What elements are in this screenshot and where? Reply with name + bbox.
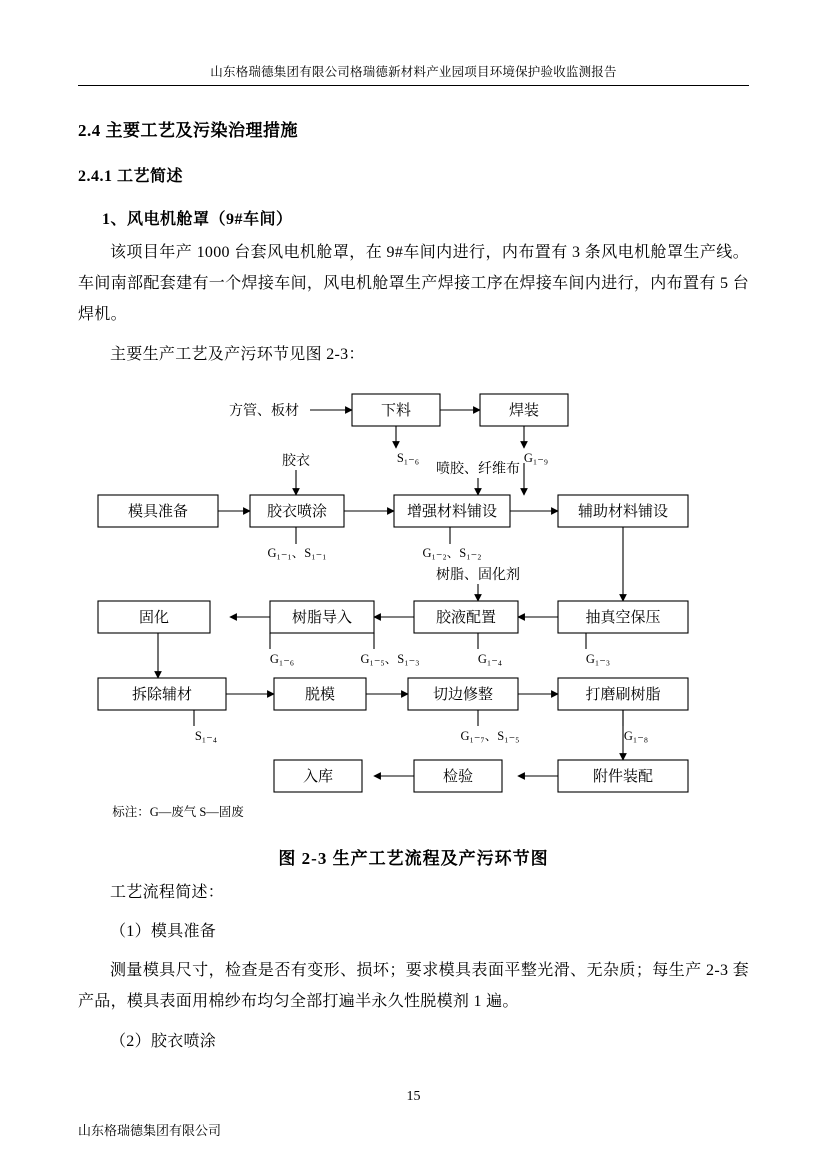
section-heading: 2.4 主要工艺及污染治理措施 [78, 121, 298, 140]
flow-pollutant-g15s13: G₁₋₅、S₁₋₃ [360, 651, 420, 666]
flow-pollutant-g11s11: G₁₋₁、S₁₋₁ [267, 545, 327, 560]
flow-pollutant-g17s15: G₁₋₇、S₁₋₅ [460, 728, 520, 743]
flow-pollutant-s16: S₁₋₆ [396, 450, 420, 465]
paragraph-6: （2）胶衣喷涂 [110, 1032, 217, 1050]
flow-node-fujianzhuangpei: 附件装配 [592, 768, 654, 785]
flow-input-fangguan: 方管、板材 [229, 403, 299, 419]
flow-node-fuzhu: 辅助材料铺设 [577, 503, 669, 520]
flow-input-jiaoyi: 胶衣 [282, 453, 310, 469]
flow-node-qiebian: 切边修整 [432, 686, 494, 703]
paragraph-2: 主要生产工艺及产污环节见图 2-3： [110, 345, 365, 363]
flow-node-shuzhidaoru: 树脂导入 [291, 609, 353, 626]
flow-pollutant-g18: G₁₋₈ [623, 728, 649, 743]
flow-node-guhua: 固化 [138, 609, 170, 626]
flow-node-zengqiang: 增强材料铺设 [406, 503, 498, 520]
item-heading: 1、风电机舱罩（9#车间） [102, 211, 293, 228]
flow-node-hanjie: 焊装 [508, 402, 540, 419]
flow-node-chouzhenkong: 抽真空保压 [585, 609, 661, 626]
flow-node-xialiao: 下料 [380, 402, 412, 419]
paragraph-4: （1）模具准备 [110, 922, 217, 940]
paragraph-3: 工艺流程简述： [110, 883, 225, 901]
paragraph-1: 该项目年产 1000 台套风电机舱罩，在 9#车间内进行，内布置有 3 条风电机舱罩生产线。车间南部配套建有一个焊接车间，风电机舱罩生产焊接工序在焊接车间内进行，内布置有 5 台焊机。 [78, 244, 749, 324]
flow-node-ruku: 入库 [302, 768, 334, 785]
page-number: 15 [406, 1089, 421, 1104]
paragraph-5: 测量模具尺寸，检查是否有变形、损坏；要求模具表面平整光滑、无杂质；每生产 2-3 套产品，模具表面用棉纱布均匀全部打遍半永久性脱模剂 1 遍。 [78, 962, 749, 1011]
page-header [78, 0, 749, 86]
flow-node-damoshuazhi: 打磨刷树脂 [585, 686, 661, 703]
subsection-heading: 2.4.1 工艺简述 [78, 168, 184, 185]
flow-pollutant-g16: G₁₋₆ [269, 651, 295, 666]
flow-pollutant-g14: G₁₋₄ [477, 651, 503, 666]
flow-node-mojuzhunbei: 模具准备 [127, 503, 189, 520]
flow-node-tuomo: 脱模 [304, 686, 336, 703]
flow-node-jiaoyepeizhi: 胶液配置 [435, 609, 497, 626]
flow-node-jiaoyipentu: 胶衣喷涂 [266, 503, 328, 520]
flow-input-penjiao: 喷胶、纤维布 [436, 461, 520, 477]
running-title: 山东格瑞德集团有限公司格瑞德新材料产业园项目环境保护验收监测报告 [210, 65, 617, 79]
flow-pollutant-g12s12: G₁₋₂、S₁₋₂ [422, 545, 482, 560]
flow-pollutant-s14: S₁₋₄ [194, 728, 218, 743]
footer-company: 山东格瑞德集团有限公司 [78, 1123, 222, 1138]
flow-pollutant-g13: G₁₋₃ [585, 651, 611, 666]
flow-pollutant-g19: G₁₋₉ [523, 450, 549, 465]
figure-caption: 图 2-3 生产工艺流程及产污环节图 [278, 848, 549, 868]
flow-legend: 标注：G—废气 S—固废 [112, 804, 244, 819]
process-flow-diagram [78, 388, 749, 828]
header-divider [78, 85, 749, 86]
flow-node-jianyan: 检验 [442, 768, 474, 785]
flow-node-chaichufucai: 拆除辅材 [131, 686, 193, 703]
flow-input-shuzhi: 树脂、固化剂 [436, 567, 520, 583]
